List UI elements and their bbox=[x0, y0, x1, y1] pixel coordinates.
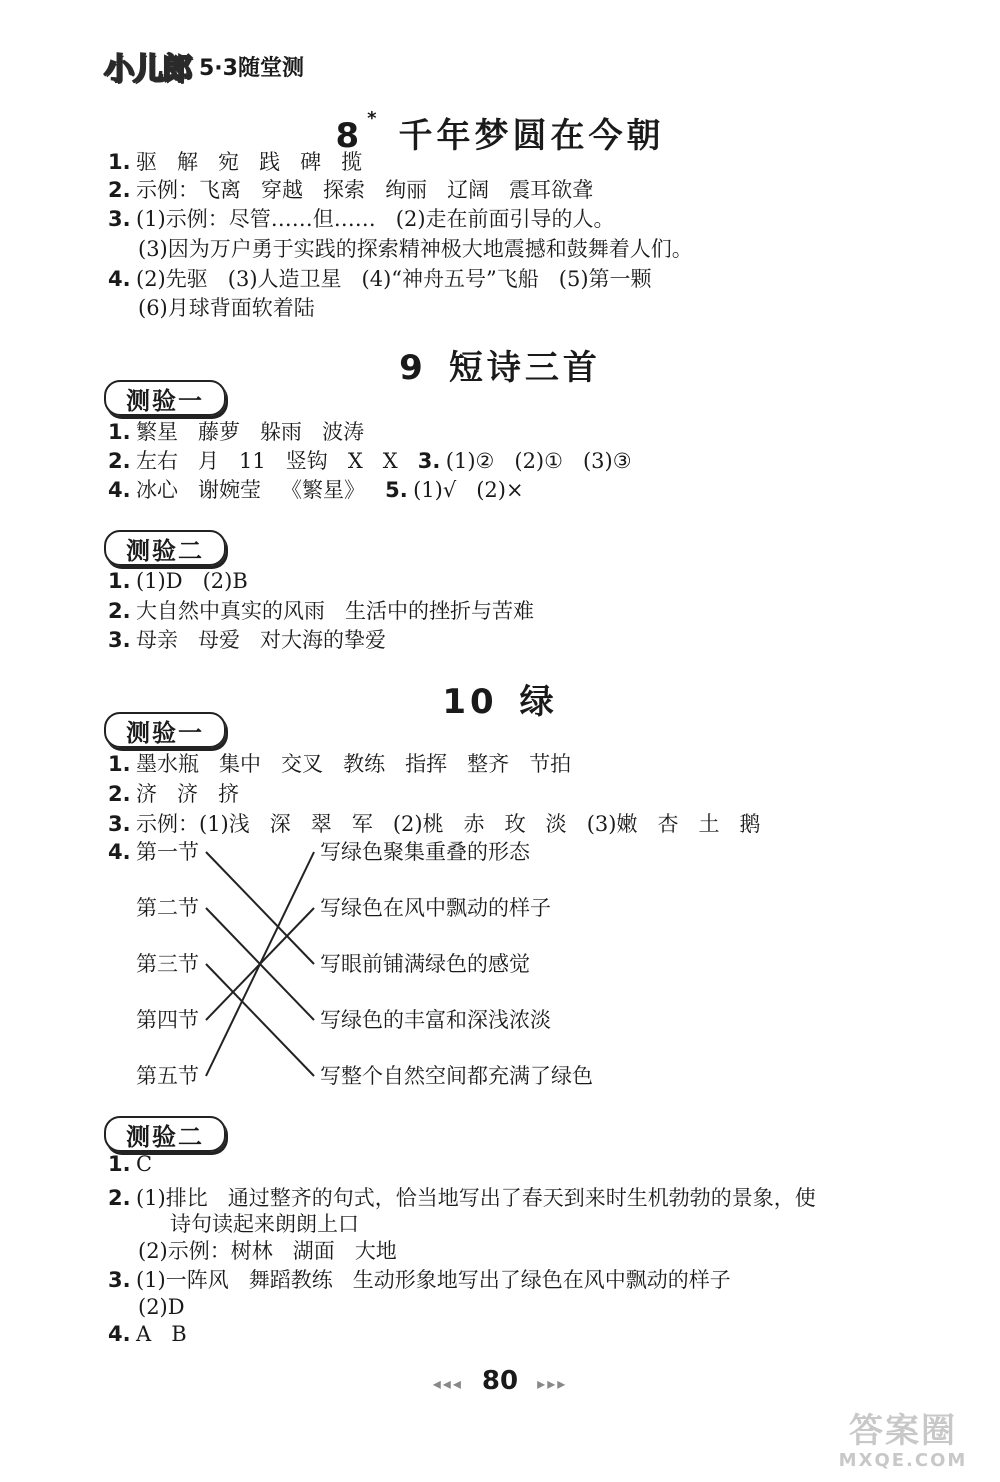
l10t2-line-1: 1. C bbox=[108, 1152, 153, 1176]
match-right-2: 写绿色在风中飘动的样子 bbox=[320, 896, 551, 920]
l10t2-line-2: 2. (1)排比 通过整齐的句式，恰当地写出了春天到来时生机勃勃的景象，使 bbox=[108, 1186, 816, 1210]
l10t2-line-3: 诗句读起来朗朗上口 bbox=[170, 1212, 359, 1236]
brand-series: 5·3随堂测 bbox=[199, 55, 304, 81]
l10-test1-badge: 测验一 bbox=[104, 712, 226, 748]
brand-logo: 小儿郎 bbox=[104, 52, 191, 87]
match-right-3: 写眼前铺满绿色的感觉 bbox=[320, 952, 530, 976]
watermark-url: MXQE.COM bbox=[838, 1450, 968, 1471]
match-left-2: 第二节 bbox=[136, 896, 199, 920]
match-line-1 bbox=[206, 852, 314, 964]
match-line-5 bbox=[206, 852, 314, 1076]
match-question-number: 4. bbox=[108, 840, 131, 864]
page-footer bbox=[0, 1366, 1000, 1396]
l8-line-3: 3. (1)示例：尽管……但…… (2)走在前面引导的人。 bbox=[108, 207, 615, 231]
lesson-8-title: 8 * 千年梦圆在今朝 bbox=[335, 108, 665, 156]
l10t2-line-5: 3. (1)一阵风 舞蹈教练 生动形象地写出了绿色在风中飘动的样子 bbox=[108, 1268, 731, 1292]
l8-line-1: 1. 驱 解 宛 践 碑 揽 bbox=[108, 150, 363, 174]
right-arrows-icon: ▸▸▸ bbox=[537, 1374, 568, 1393]
l8-line-5: 4. (2)先驱 (3)人造卫星 (4)“神舟五号”飞船 (5)第一颗 bbox=[108, 267, 652, 291]
lesson-10-title: 10 绿 bbox=[442, 682, 558, 722]
match-right-4: 写绿色的丰富和深浅浓淡 bbox=[320, 1008, 551, 1032]
match-left-3: 第三节 bbox=[136, 952, 199, 976]
l10t1-line-1: 1. 墨水瓶 集中 交叉 教练 指挥 整齐 节拍 bbox=[108, 752, 572, 776]
match-right-5: 写整个自然空间都充满了绿色 bbox=[320, 1064, 593, 1088]
l9-test1-badge: 测验一 bbox=[104, 380, 226, 416]
l9t2-line-2: 2. 大自然中真实的风雨 生活中的挫折与苦难 bbox=[108, 599, 535, 623]
l9t1-line-2: 2. 左右 月 11 竖钩 X X 3. (1)② (2)① (3)③ bbox=[108, 449, 632, 473]
l8-line-2: 2. 示例：飞离 穿越 探索 绚丽 辽阔 震耳欲聋 bbox=[108, 178, 594, 202]
lesson-9-title: 9 短诗三首 bbox=[399, 348, 601, 388]
l10t1-line-2: 2. 济 济 挤 bbox=[108, 782, 240, 806]
match-left-5: 第五节 bbox=[136, 1064, 199, 1088]
watermark bbox=[818, 1412, 988, 1474]
l9t2-line-3: 3. 母亲 母爱 对大海的挚爱 bbox=[108, 628, 387, 652]
match-right-1: 写绿色聚集重叠的形态 bbox=[320, 840, 530, 864]
l9-test2-badge: 测验二 bbox=[104, 530, 226, 566]
l10-test2-badge: 测验二 bbox=[104, 1116, 226, 1152]
l9t1-line-3: 4. 冰心 谢婉莹 《繁星》 5. (1)√ (2)× bbox=[108, 478, 524, 502]
l10t2-line-4: (2)示例：树林 湖面 大地 bbox=[138, 1239, 397, 1263]
l10t1-line-3: 3. 示例：(1)浅 深 翠 军 (2)桃 赤 玫 淡 (3)嫩 杏 土 鹅 bbox=[108, 812, 761, 836]
l10t2-line-6: (2)D bbox=[138, 1295, 185, 1319]
l8-line-6: (6)月球背面软着陆 bbox=[138, 296, 315, 320]
match-line-3 bbox=[206, 964, 314, 1076]
l9t2-line-1: 1. (1)D (2)B bbox=[108, 569, 248, 593]
match-left-1: 第一节 bbox=[136, 840, 199, 864]
watermark-title: 答案圈 bbox=[849, 1411, 957, 1451]
page-number: 80 bbox=[481, 1366, 519, 1396]
l9t1-line-1: 1. 繁星 藤萝 躲雨 波涛 bbox=[108, 420, 365, 444]
l8-line-4: (3)因为万户勇于实践的探索精神极大地震撼和鼓舞着人们。 bbox=[138, 237, 693, 261]
l10t2-line-7: 4. A B bbox=[108, 1322, 187, 1346]
left-arrows-icon: ◂◂◂ bbox=[432, 1374, 463, 1393]
match-left-4: 第四节 bbox=[136, 1008, 199, 1032]
